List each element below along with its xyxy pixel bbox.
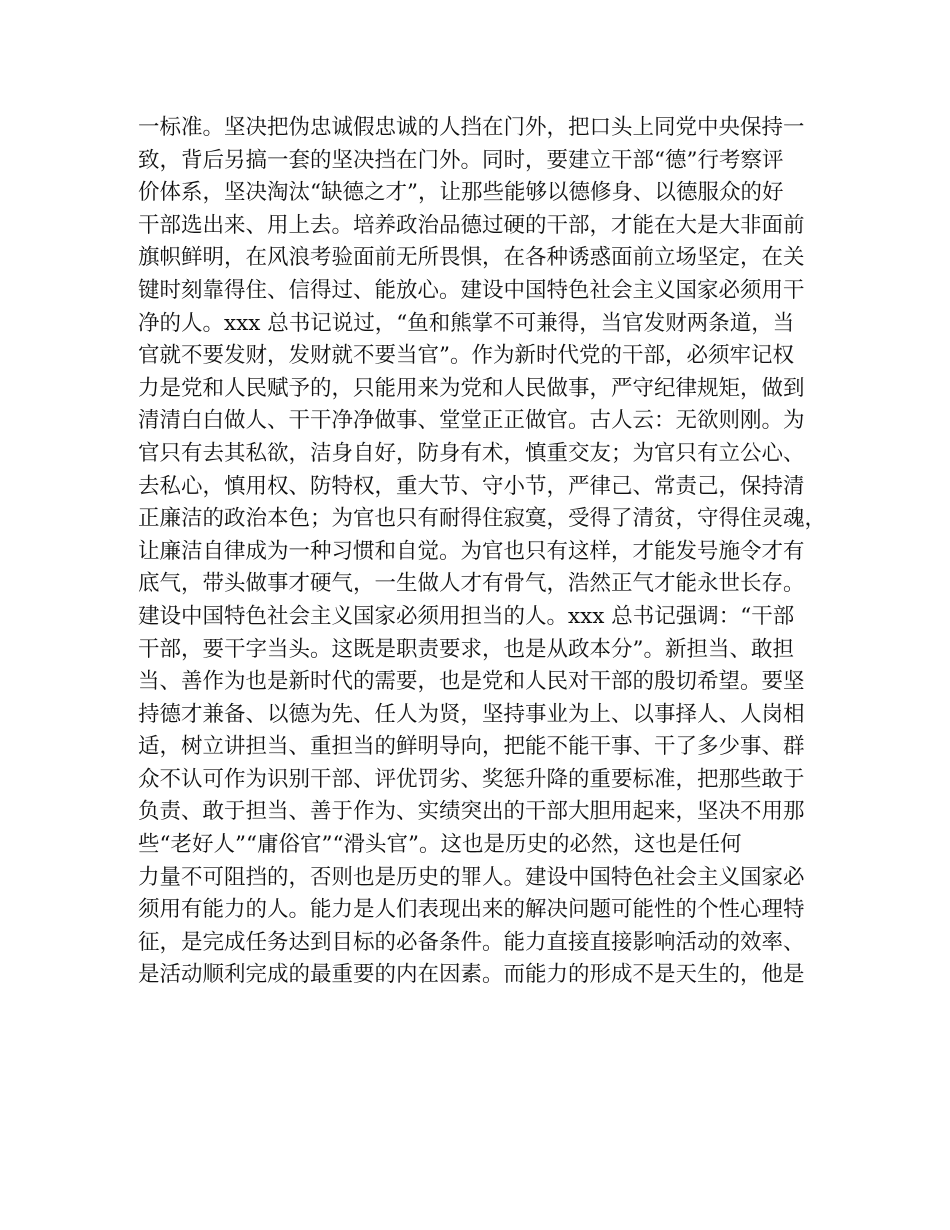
text-line: 去私心，慎用权、防特权，重大节、守小节，严律己、常责己，保持清 xyxy=(138,473,805,499)
text-line: 正廉洁的政治本色；为官也只有耐得住寂寞，受得了清贫，守得住灵魂， xyxy=(138,506,827,532)
text-line: 致，背后另搞一套的坚决挡在门外。同时，要建立干部“德”行考察评 xyxy=(138,147,784,173)
text-line: 须用有能力的人。能力是人们表现出来的解决问题可能性的个性心理特 xyxy=(138,897,805,923)
text-line: 一标准。坚决把伪忠诚假忠诚的人挡在门外，把口头上同党中央保持一 xyxy=(138,115,805,140)
text-line: 力量不可阻挡的，否则也是历史的罪人。建设中国特色社会主义国家必 xyxy=(138,864,805,890)
text-line: 官就不要发财，发财就不要当官”。作为新时代党的干部，必须牢记权 xyxy=(138,343,794,369)
text-line: 净的人。xxx 总书记说过，“鱼和熊掌不可兼得，当官发财两条道，当 xyxy=(138,310,795,336)
text-line: 价体系，坚决淘汰“缺德之才”，让那些能够以德修身、以德服众的好 xyxy=(138,180,784,206)
text-line: 适，树立讲担当、重担当的鲜明导向，把能不能干事、干了多少事、群 xyxy=(138,734,805,760)
text-line: 让廉洁自律成为一种习惯和自觉。为官也只有这样，才能发号施令才有 xyxy=(138,538,805,564)
text-line: 持德才兼备、以德为先、任人为贤，坚持事业为上、以事择人、人岗相 xyxy=(138,701,805,727)
text-line: 是活动顺利完成的最重要的内在因素。而能力的形成不是天生的，他是 xyxy=(138,962,805,988)
text-line: 征，是完成任务达到目标的必备条件。能力直接直接影响活动的效率、 xyxy=(138,929,805,955)
text-line: 底气，带头做事才硬气，一生做人才有骨气，浩然正气才能永世长存。 xyxy=(138,571,805,597)
text-line: 些“老好人”“庸俗官”“滑头官”。这也是历史的必然，这也是任何 xyxy=(138,832,742,858)
text-line: 建设中国特色社会主义国家必须用担当的人。xxx 总书记强调：“干部 xyxy=(138,603,795,629)
text-line: 干部选出来、用上去。培养政治品德过硬的干部，才能在大是大非面前 xyxy=(138,212,805,238)
text-line: 键时刻靠得住、信得过、能放心。建设中国特色社会主义国家必须用干 xyxy=(138,277,805,303)
body-text xyxy=(138,112,828,992)
text-line: 众不认可作为识别干部、评优罚劣、奖惩升降的重要标准，把那些敢于 xyxy=(138,766,805,792)
text-line: 当、善作为也是新时代的需要，也是党和人民对干部的殷切希望。要坚 xyxy=(138,669,805,695)
text-line: 力是党和人民赋予的，只能用来为党和人民做事，严守纪律规矩，做到 xyxy=(138,375,805,401)
text-line: 旗帜鲜明，在风浪考验面前无所畏惧，在各种诱惑面前立场坚定，在关 xyxy=(138,245,805,271)
text-line: 干部，要干字当头。这既是职责要求，也是从政本分”。新担当、敢担 xyxy=(138,636,794,662)
text-line: 清清白白做人、干干净净做事、堂堂正正做官。古人云：无欲则刚。为 xyxy=(138,408,805,434)
text-line: 负责、敢于担当、善于作为、实绩突出的干部大胆用起来，坚决不用那 xyxy=(138,799,805,825)
text-line: 官只有去其私欲，洁身自好，防身有术，慎重交友；为官只有立公心、 xyxy=(138,440,805,466)
